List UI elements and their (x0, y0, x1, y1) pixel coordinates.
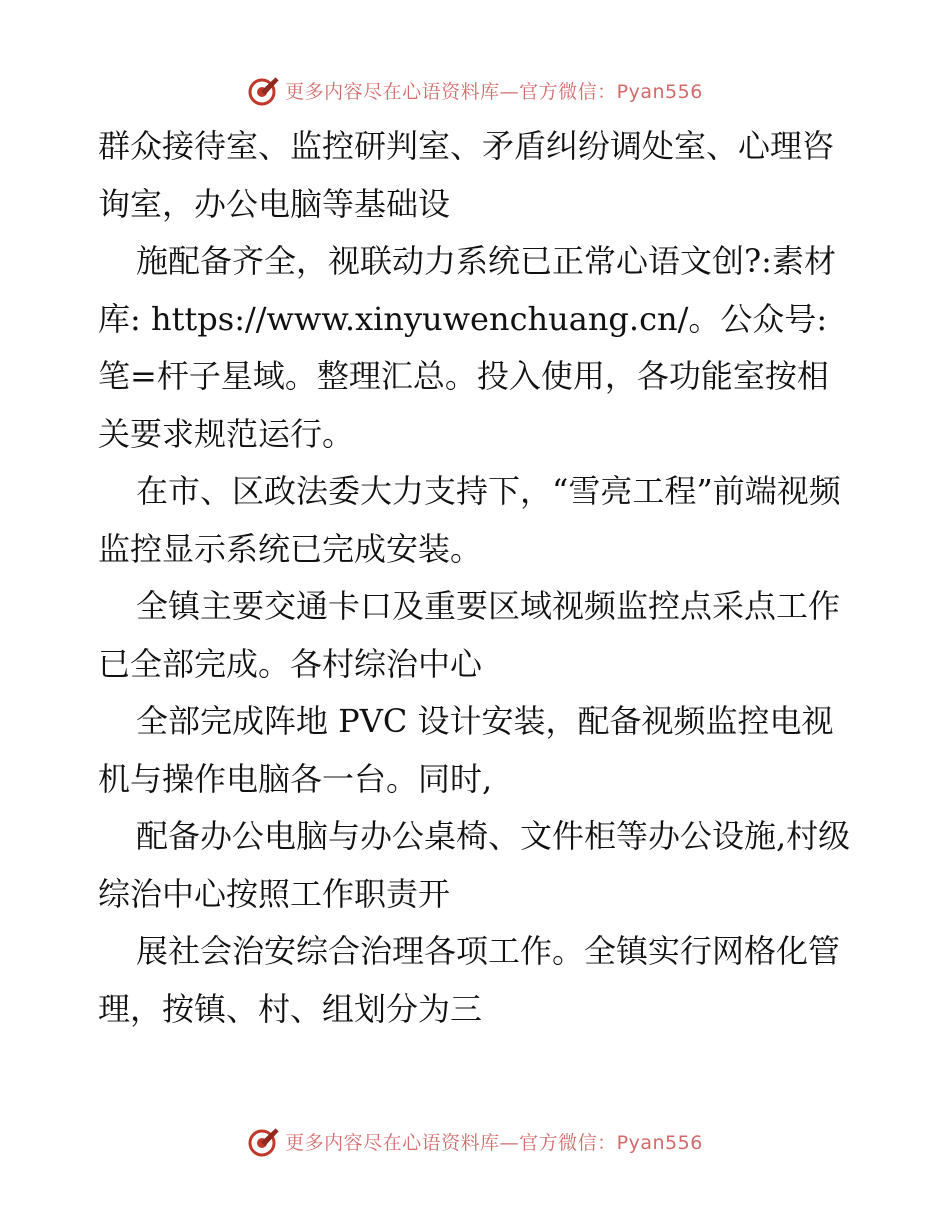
header-banner[interactable] (0, 70, 950, 110)
header-promo-text: 更多内容尽在心语资料库—官方微信： (285, 80, 617, 103)
paragraph-1: 群众接待室、监控研判室、矛盾纠纷调处室、心理咨询室，办公电脑等基础设 (98, 127, 835, 223)
document-body (98, 118, 858, 1038)
footer-promo-text: 更多内容尽在心语资料库—官方微信： (285, 1131, 617, 1154)
footer-wechat-id: Pyan556 (616, 1131, 703, 1154)
pen-nib-logo-icon (247, 1124, 281, 1158)
header-promo-line (285, 77, 703, 104)
pen-nib-logo-icon (247, 73, 281, 107)
paragraph-3: 在市、区政法委大力支持下，“雪亮工程”前端视频监控显示系统已完成安装。 (98, 472, 841, 568)
paragraph-7: 展社会治安综合治理各项工作。全镇实行网格化管理，按镇、村、组划分为三 (98, 932, 841, 1028)
paragraph-6: 配备办公电脑与办公桌椅、文件柜等办公设施,村级综治中心按照工作职责开 (98, 817, 851, 913)
paragraph-2: 施配备齐全，视联动力系统已正常心语文创?:素材库: https://www.xinyuwenchuang.cn/。公众号: 笔=杆子星域。整理汇总。投入使用，各功能室按相关要求规范运行。 (98, 242, 836, 453)
paragraph-5: 全部完成阵地 PVC 设计安装，配备视频监控电视机与操作电脑各一台。同时, (98, 702, 834, 798)
header-wechat-id: Pyan556 (616, 80, 703, 103)
footer-banner[interactable] (0, 1121, 950, 1161)
paragraph-4: 全镇主要交通卡口及重要区域视频监控点采点工作已全部完成。各村综治中心 (98, 587, 841, 683)
footer-promo-line (285, 1128, 703, 1155)
